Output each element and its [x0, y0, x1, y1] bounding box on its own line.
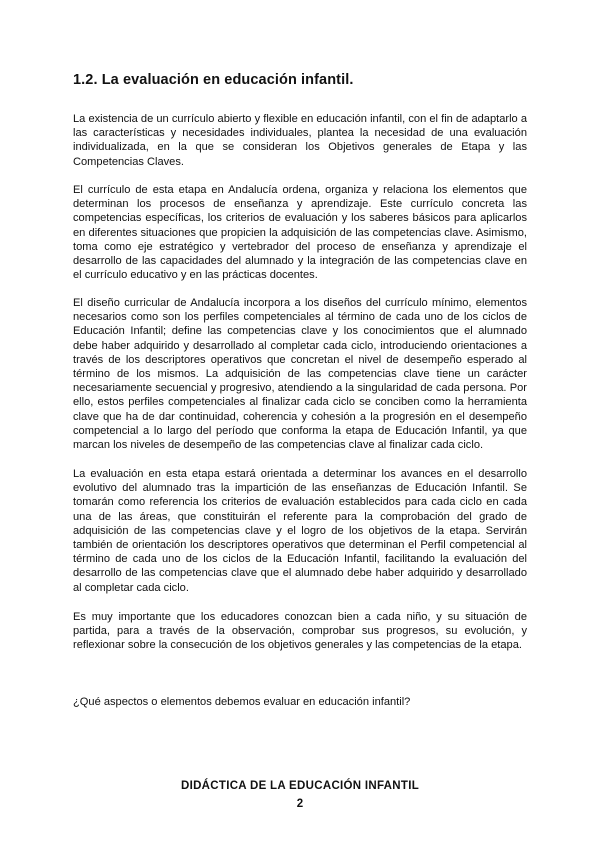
section-heading: 1.2. La evaluación en educación infantil.: [73, 72, 354, 88]
paragraph-5: Es muy importante que los educadores conozcan bien a cada niño, y su situación de partida, para a través de la observación, comprobar sus progresos, su evolución, y reflexionar sobre la consecución de los objetivos generales y las competencias de la etapa.: [73, 611, 527, 652]
paragraph-3: El diseño curricular de Andalucía incorpora a los diseños del currículo mínimo, elementos necesarios como son los perfiles competenciales al término de cada uno de los ciclos de Educación Infantil; define las competencias clave y los conocimientos que el alumnado debe haber adquirido y desarrollado al completar cada ciclo, introduciendo orientaciones a través de los descriptores operativos que concretan el nivel de desempeño esperado al término de los mismos. La adquisición de las competencias clave tiene un carácter necesariamente secuencial y progresivo, atendiendo a la singularidad de cada persona. Por ello, estos perfiles competenciales al finalizar cada ciclo se conciben como la herramienta clave que ha de dar continuidad, coherencia y cohesión a la progresión en el desempeño competencial a lo largo del período que conforma la etapa de Educación Infantil, ya que marcan los niveles de desempeño de las competencias clave al finalizar cada ciclo.: [73, 297, 527, 452]
paragraph-1: La existencia de un currículo abierto y flexible en educación infantil, con el fin de adaptarlo a las características y necesidades individuales, plantea la necesidad de una evaluación individualizada, en la que se consideran los Objetivos generales de Etapa y las Competencias Claves.: [73, 113, 527, 168]
question-text: ¿Qué aspectos o elementos debemos evaluar en educación infantil?: [73, 696, 411, 708]
paragraph-4: La evaluación en esta etapa estará orientada a determinar los avances en el desarrollo evolutivo del alumnado tras la impartición de las enseñanzas de Educación Infantil. Se tomarán como referencia los criterios de evaluación establecidos para cada ciclo en cada una de las áreas, que constituirán el referente para la comprobación del grado de adquisición de las competencias clave y el logro de los objetivos de la etapa. Servirán también de orientación los descriptores operativos que determinan el Perfil competencial al término de cada uno de los ciclos de la Educación Infantil, facilitando la evaluación del desarrollo de las competencias clave que el alumnado debe haber adquirido y desarrollado al completar cada ciclo.: [73, 468, 527, 594]
footer-title: DIDÁCTICA DE LA EDUCACIÓN INFANTIL: [180, 780, 420, 792]
paragraph-2: El currículo de esta etapa en Andalucía ordena, organiza y relaciona los elementos que determinan los procesos de enseñanza y aprendizaje. Este currículo concreta las competencias específicas, los criterios de evaluación y los saberes básicos para aplicarlos en diferentes situaciones que propicien la adquisición de las competencias clave. Asimismo, toma como eje estratégico y vertebrador del proceso de enseñanza y aprendizaje el desarrollo de las capacidades del alumnado y la integración de las competencias clave en el currículo educativo y en las prácticas docentes.: [73, 184, 527, 282]
page-number: 2: [296, 798, 304, 810]
